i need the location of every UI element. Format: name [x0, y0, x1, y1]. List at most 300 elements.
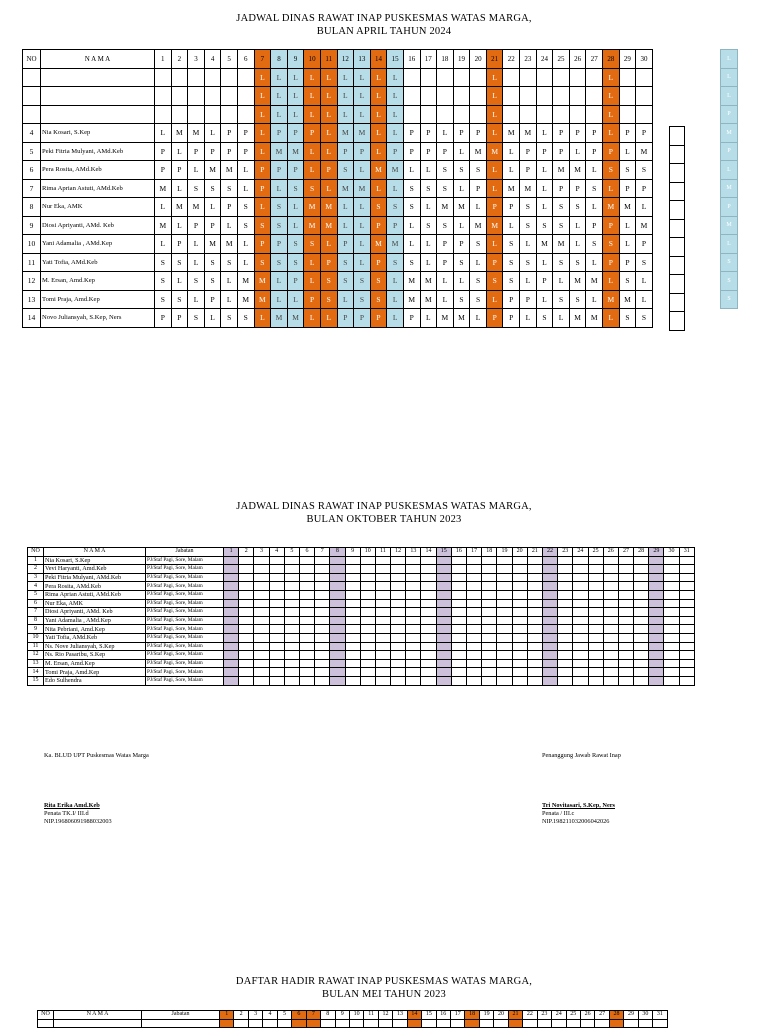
- day-cell: [527, 659, 542, 668]
- shift-cell: L: [171, 272, 188, 291]
- shift-cell: P: [254, 235, 271, 254]
- day-cell: [330, 556, 345, 565]
- day-cell: [330, 582, 345, 591]
- shift-cell: P: [619, 253, 636, 272]
- day-cell: [467, 668, 482, 677]
- shift-cell: L: [254, 68, 271, 87]
- day-cell: [465, 1019, 479, 1028]
- shift-cell: S: [486, 272, 503, 291]
- shift-cell: M: [287, 309, 304, 328]
- shift-cell: P: [304, 290, 321, 309]
- day-cell: [527, 676, 542, 685]
- day-cell: [634, 573, 649, 582]
- day-cell: [345, 676, 360, 685]
- shift-cell: S: [437, 216, 454, 235]
- day-cell: [406, 642, 421, 651]
- shift-cell: S: [619, 309, 636, 328]
- day-cell: [558, 608, 573, 617]
- day-cell: [451, 573, 466, 582]
- table-row: [23, 216, 653, 235]
- shift-cell: P: [636, 124, 653, 143]
- day-cell: [375, 565, 390, 574]
- day-cell: [566, 1019, 580, 1028]
- shift-cell: P: [569, 124, 586, 143]
- day-header: 23: [520, 50, 537, 69]
- day-cell: [664, 565, 679, 574]
- day-cell: [375, 616, 390, 625]
- day-cell: [299, 642, 314, 651]
- row-name: Nita Pebriani, Amd.Kep: [44, 625, 146, 634]
- day-cell: [284, 676, 299, 685]
- day-cell: [618, 565, 633, 574]
- day-cell: [391, 582, 406, 591]
- day-cell: [542, 590, 557, 599]
- day-cell: [679, 599, 694, 608]
- day-header: 9: [335, 1011, 349, 1020]
- shift-cell: L: [254, 87, 271, 106]
- shift-cell: L: [370, 124, 387, 143]
- row-no: 7: [28, 608, 44, 617]
- shift-cell: L: [403, 235, 420, 254]
- side-cell: [670, 312, 685, 331]
- shift-cell: [420, 68, 437, 87]
- day-cell: [321, 1019, 335, 1028]
- day-cell: [239, 659, 254, 668]
- day-cell: [558, 599, 573, 608]
- day-header: 30: [638, 1011, 652, 1020]
- day-cell: [512, 668, 527, 677]
- shift-cell: L: [486, 235, 503, 254]
- side-row: [670, 256, 685, 275]
- day-header: 6: [299, 548, 314, 557]
- day-cell: [436, 625, 451, 634]
- side-cell: [670, 275, 685, 294]
- day-header: 20: [470, 50, 487, 69]
- shift-cell: M: [619, 198, 636, 217]
- row-no: 2: [28, 565, 44, 574]
- row-name: M. Ersan, Amd.Kep: [44, 659, 146, 668]
- shift-cell: S: [470, 161, 487, 180]
- day-cell: [284, 651, 299, 660]
- side-row: [670, 182, 685, 201]
- strip-row: [721, 198, 738, 217]
- day-cell: [360, 651, 375, 660]
- day-cell: [254, 642, 269, 651]
- shift-cell: L: [254, 142, 271, 161]
- day-header: 28: [603, 50, 620, 69]
- shift-cell: M: [420, 272, 437, 291]
- shift-cell: [636, 105, 653, 124]
- shift-cell: L: [188, 253, 205, 272]
- day-cell: [618, 582, 633, 591]
- shift-cell: M: [453, 309, 470, 328]
- shift-cell: L: [320, 124, 337, 143]
- shift-cell: P: [619, 124, 636, 143]
- day-cell: [558, 556, 573, 565]
- day-cell: [360, 616, 375, 625]
- shift-cell: L: [337, 290, 354, 309]
- day-cell: [595, 1019, 609, 1028]
- day-cell: [436, 1019, 450, 1028]
- shift-cell: M: [254, 290, 271, 309]
- day-cell: [497, 565, 512, 574]
- mei-header-row: [38, 1011, 668, 1020]
- april-header-row: [23, 50, 653, 69]
- shift-cell: P: [204, 216, 221, 235]
- row-no: 4: [23, 124, 41, 143]
- day-cell: [421, 616, 436, 625]
- day-header: 25: [553, 50, 570, 69]
- shift-cell: L: [287, 216, 304, 235]
- mei-attendance-table: [37, 1010, 668, 1028]
- strip-cell: L: [721, 68, 738, 87]
- day-cell: [391, 633, 406, 642]
- shift-cell: L: [237, 235, 254, 254]
- shift-cell: L: [553, 309, 570, 328]
- day-cell: [603, 582, 618, 591]
- shift-cell: [453, 105, 470, 124]
- shift-cell: M: [155, 179, 172, 198]
- day-cell: [330, 676, 345, 685]
- day-cell: [558, 642, 573, 651]
- day-cell: [542, 625, 557, 634]
- shift-cell: S: [520, 253, 537, 272]
- shift-cell: M: [437, 309, 454, 328]
- shift-cell: [204, 105, 221, 124]
- day-cell: [269, 590, 284, 599]
- row-jabatan: PJ/Staf Pagi, Sore, Malam: [146, 573, 224, 582]
- day-cell: [679, 651, 694, 660]
- shift-cell: L: [188, 235, 205, 254]
- day-cell: [284, 608, 299, 617]
- day-cell: [552, 1019, 566, 1028]
- day-cell: [451, 599, 466, 608]
- shift-cell: S: [553, 216, 570, 235]
- day-cell: [224, 642, 239, 651]
- shift-cell: S: [188, 309, 205, 328]
- day-cell: [558, 616, 573, 625]
- day-cell: [451, 590, 466, 599]
- strip-row: [721, 179, 738, 198]
- table-row: [28, 565, 695, 574]
- day-cell: [269, 582, 284, 591]
- day-header: 11: [320, 50, 337, 69]
- day-cell: [497, 659, 512, 668]
- day-cell: [558, 676, 573, 685]
- day-cell: [436, 582, 451, 591]
- shift-cell: L: [619, 216, 636, 235]
- shift-cell: L: [204, 309, 221, 328]
- day-cell: [527, 625, 542, 634]
- day-header: 17: [467, 548, 482, 557]
- shift-cell: L: [486, 87, 503, 106]
- day-cell: [254, 573, 269, 582]
- shift-cell: P: [354, 142, 371, 161]
- shift-cell: M: [221, 161, 238, 180]
- shift-cell: L: [586, 198, 603, 217]
- day-cell: [603, 642, 618, 651]
- day-cell: [512, 565, 527, 574]
- day-header: 16: [436, 1011, 450, 1020]
- shift-cell: P: [437, 142, 454, 161]
- day-cell: [512, 590, 527, 599]
- row-name: [41, 68, 155, 87]
- day-cell: [634, 565, 649, 574]
- day-header: 1: [155, 50, 172, 69]
- shift-cell: L: [503, 161, 520, 180]
- shift-cell: P: [420, 124, 437, 143]
- row-name: Peki Fitria Mulyani, AMd.Keb: [44, 573, 146, 582]
- day-cell: [277, 1019, 291, 1028]
- shift-cell: L: [354, 253, 371, 272]
- strip-cell: M: [721, 216, 738, 235]
- shift-cell: [636, 68, 653, 87]
- shift-cell: L: [155, 124, 172, 143]
- day-cell: [345, 590, 360, 599]
- day-cell: [527, 573, 542, 582]
- shift-cell: [171, 68, 188, 87]
- day-cell: [330, 668, 345, 677]
- shift-cell: L: [503, 216, 520, 235]
- day-header: 27: [595, 1011, 609, 1020]
- day-cell: [542, 633, 557, 642]
- day-cell: [512, 642, 527, 651]
- day-cell: [523, 1019, 537, 1028]
- day-cell: [391, 616, 406, 625]
- day-cell: [315, 651, 330, 660]
- table-row: [23, 179, 653, 198]
- day-cell: [497, 616, 512, 625]
- row-name: Nur Eka, AMK: [41, 198, 155, 217]
- shift-cell: M: [155, 216, 172, 235]
- shift-cell: L: [603, 68, 620, 87]
- day-cell: [254, 676, 269, 685]
- shift-cell: [619, 68, 636, 87]
- day-cell: [345, 659, 360, 668]
- day-cell: [315, 668, 330, 677]
- day-cell: [679, 642, 694, 651]
- shift-cell: M: [603, 198, 620, 217]
- shift-cell: P: [171, 309, 188, 328]
- shift-cell: M: [420, 290, 437, 309]
- day-cell: [603, 599, 618, 608]
- strip-cell: P: [721, 198, 738, 217]
- shift-cell: P: [337, 309, 354, 328]
- shift-cell: S: [403, 198, 420, 217]
- shift-cell: P: [486, 253, 503, 272]
- shift-cell: M: [171, 198, 188, 217]
- day-header: 4: [263, 1011, 277, 1020]
- shift-cell: P: [486, 309, 503, 328]
- day-cell: [618, 608, 633, 617]
- day-header: 28: [634, 548, 649, 557]
- day-cell: [588, 573, 603, 582]
- row-name: Nia Kosari, S.Kep: [41, 124, 155, 143]
- shift-cell: P: [188, 142, 205, 161]
- row-jabatan: PJ/Staf Pagi, Sore, Malam: [146, 556, 224, 565]
- side-row: [670, 201, 685, 220]
- shift-cell: M: [520, 179, 537, 198]
- day-cell: [482, 616, 497, 625]
- row-jabatan: PJ/Staf Pagi, Sore, Malam: [146, 599, 224, 608]
- shift-cell: L: [603, 124, 620, 143]
- day-cell: [239, 616, 254, 625]
- shift-cell: L: [287, 105, 304, 124]
- day-cell: [482, 582, 497, 591]
- strip-row: [721, 253, 738, 272]
- shift-cell: L: [453, 216, 470, 235]
- day-cell: [664, 633, 679, 642]
- day-cell: [618, 590, 633, 599]
- day-header: 17: [420, 50, 437, 69]
- day-header: 10: [304, 50, 321, 69]
- day-header: 10: [349, 1011, 363, 1020]
- day-cell: [649, 659, 664, 668]
- shift-cell: L: [271, 68, 288, 87]
- shift-cell: L: [486, 124, 503, 143]
- day-cell: [406, 608, 421, 617]
- day-cell: [436, 556, 451, 565]
- shift-cell: P: [370, 253, 387, 272]
- side-row: [670, 127, 685, 146]
- shift-cell: S: [171, 290, 188, 309]
- day-cell: [142, 1019, 220, 1028]
- day-cell: [679, 590, 694, 599]
- row-name: Nur Eka, AMK: [44, 599, 146, 608]
- day-cell: [330, 651, 345, 660]
- shift-cell: [403, 68, 420, 87]
- day-header: 6: [292, 1011, 306, 1020]
- shift-cell: L: [470, 309, 487, 328]
- day-cell: [239, 599, 254, 608]
- shift-cell: S: [204, 253, 221, 272]
- row-name: Diosi Apriyanti, AMd. Keb: [41, 216, 155, 235]
- shift-cell: S: [171, 253, 188, 272]
- shift-cell: [586, 87, 603, 106]
- row-no: 5: [23, 142, 41, 161]
- day-cell: [679, 565, 694, 574]
- day-cell: [360, 565, 375, 574]
- day-cell: [482, 642, 497, 651]
- row-jabatan: PJ/Staf Pagi, Sore, Malam: [146, 651, 224, 660]
- row-name: [41, 87, 155, 106]
- day-cell: [421, 633, 436, 642]
- day-cell: [664, 676, 679, 685]
- shift-cell: M: [370, 161, 387, 180]
- day-cell: [239, 651, 254, 660]
- day-cell: [299, 625, 314, 634]
- day-cell: [588, 659, 603, 668]
- day-cell: [315, 573, 330, 582]
- day-cell: [391, 659, 406, 668]
- shift-cell: S: [603, 235, 620, 254]
- shift-cell: S: [470, 272, 487, 291]
- shift-cell: L: [204, 124, 221, 143]
- shift-cell: L: [470, 253, 487, 272]
- day-cell: [649, 582, 664, 591]
- day-cell: [649, 573, 664, 582]
- strip-row: [721, 105, 738, 124]
- day-cell: [467, 659, 482, 668]
- row-no: 7: [23, 179, 41, 198]
- day-cell: [284, 642, 299, 651]
- shift-cell: M: [536, 235, 553, 254]
- day-header: 14: [407, 1011, 421, 1020]
- day-cell: [224, 573, 239, 582]
- day-cell: [573, 642, 588, 651]
- shift-cell: M: [237, 290, 254, 309]
- row-no: 13: [23, 290, 41, 309]
- day-cell: [406, 590, 421, 599]
- col-jabatan-header: Jabatan: [142, 1011, 220, 1020]
- day-cell: [618, 599, 633, 608]
- day-cell: [618, 651, 633, 660]
- row-name: Vevi Haryanti, Amd.Keb: [44, 565, 146, 574]
- signature-left-nip: NIP.196806091988032003: [44, 818, 112, 825]
- day-cell: [558, 625, 573, 634]
- day-cell: [391, 642, 406, 651]
- signature-left-role: Ka. BLUD UPT Puskesmas Watas Marga: [44, 752, 149, 759]
- day-cell: [284, 556, 299, 565]
- day-cell: [649, 651, 664, 660]
- shift-cell: S: [636, 161, 653, 180]
- day-cell: [345, 582, 360, 591]
- day-cell: [497, 582, 512, 591]
- table-row: [28, 590, 695, 599]
- day-cell: [679, 573, 694, 582]
- day-cell: [467, 616, 482, 625]
- row-no: 1: [28, 556, 44, 565]
- day-cell: [603, 565, 618, 574]
- strip-cell: P: [721, 105, 738, 124]
- day-cell: [588, 625, 603, 634]
- day-header: 26: [580, 1011, 594, 1020]
- day-cell: [497, 625, 512, 634]
- day-cell: [224, 659, 239, 668]
- row-no: 10: [28, 633, 44, 642]
- shift-cell: L: [304, 87, 321, 106]
- day-cell: [603, 608, 618, 617]
- day-header: 29: [649, 548, 664, 557]
- day-cell: [349, 1019, 363, 1028]
- shift-cell: S: [304, 235, 321, 254]
- day-header: 22: [542, 548, 557, 557]
- day-cell: [664, 668, 679, 677]
- shift-cell: M: [188, 124, 205, 143]
- day-cell: [664, 608, 679, 617]
- shift-cell: L: [603, 309, 620, 328]
- shift-cell: L: [603, 87, 620, 106]
- shift-cell: L: [536, 290, 553, 309]
- shift-cell: P: [403, 142, 420, 161]
- shift-cell: S: [221, 309, 238, 328]
- day-cell: [664, 651, 679, 660]
- day-cell: [664, 642, 679, 651]
- shift-cell: L: [486, 105, 503, 124]
- shift-cell: M: [437, 198, 454, 217]
- row-no: 8: [23, 198, 41, 217]
- strip-row: [721, 216, 738, 235]
- day-cell: [375, 659, 390, 668]
- row-jabatan: PJ/Staf Pagi, Sore, Malam: [146, 642, 224, 651]
- shift-cell: S: [370, 198, 387, 217]
- shift-cell: L: [569, 235, 586, 254]
- shift-cell: M: [188, 198, 205, 217]
- day-cell: [634, 633, 649, 642]
- shift-cell: L: [320, 179, 337, 198]
- day-cell: [299, 582, 314, 591]
- day-cell: [360, 668, 375, 677]
